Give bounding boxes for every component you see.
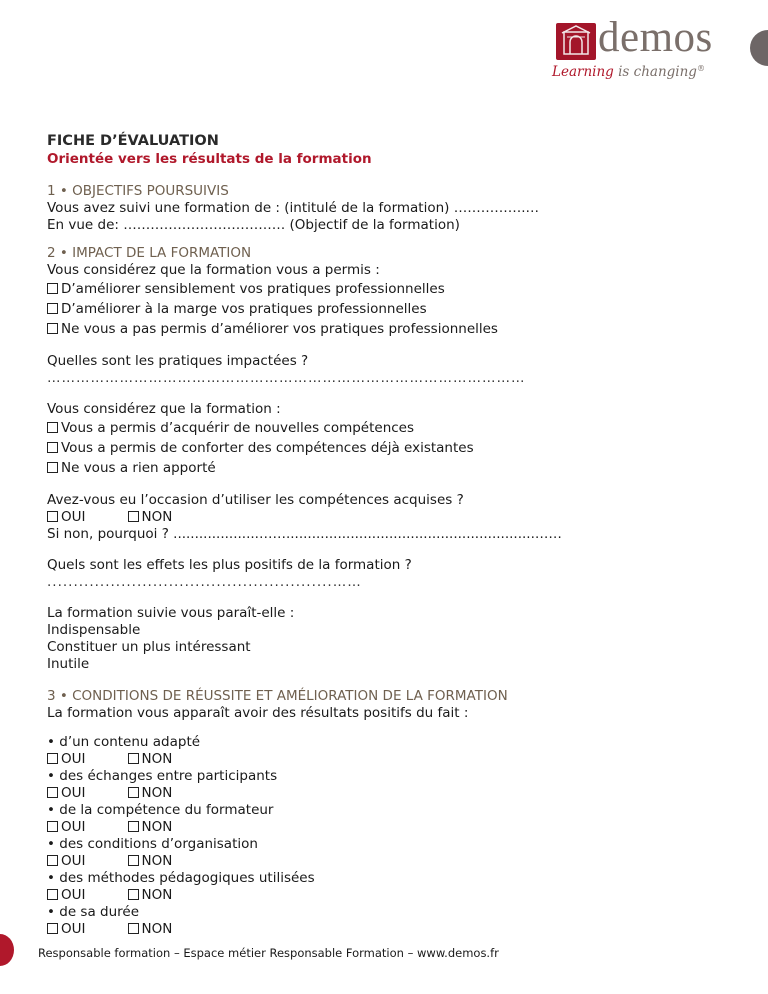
checkbox-option[interactable]: Vous a permis de conforter des compétences déjà existantes xyxy=(47,438,737,458)
checkbox[interactable] xyxy=(47,283,58,294)
yes-no-row: OUI NON xyxy=(47,853,737,870)
demos-logo xyxy=(552,14,736,90)
checkbox-yes[interactable] xyxy=(47,889,58,900)
logo-tagline: Learning is changing® xyxy=(552,64,705,80)
checkbox[interactable] xyxy=(47,303,58,314)
checkbox-option[interactable]: Vous a permis d’acquérir de nouvelles compétences xyxy=(47,418,737,438)
building-emblem-icon xyxy=(556,23,596,60)
list-item: Constituer un plus intéressant xyxy=(47,639,251,655)
logo-wordmark: demos xyxy=(598,14,713,61)
checkbox[interactable] xyxy=(47,422,58,433)
yes-no-row: OUI NON xyxy=(47,921,737,938)
checkbox-no[interactable] xyxy=(128,821,139,832)
decorative-half-disc-red xyxy=(0,934,14,966)
section-1-heading: 1 • OBJECTIFS POURSUIVIS xyxy=(47,183,229,199)
checkbox-yes[interactable] xyxy=(47,923,58,934)
why-not-field[interactable]: Si non, pourquoi ? ....................……..........................................................…… xyxy=(47,526,562,542)
section-3-intro: La formation vous apparaît avoir des résultats positifs du fait : xyxy=(47,705,469,721)
checkbox-yes[interactable] xyxy=(47,787,58,798)
list-item: Inutile xyxy=(47,656,90,672)
checkbox-no[interactable] xyxy=(128,511,139,522)
criterion-label: • de la compétence du formateur xyxy=(47,802,274,818)
checkbox-no[interactable] xyxy=(128,889,139,900)
answer-field[interactable]: ……………………………………………………………………………………… xyxy=(47,370,526,386)
question-label: Quelles sont les pratiques impactées ? xyxy=(47,353,309,369)
question-label: Vous considérez que la formation vous a permis : xyxy=(47,262,380,278)
page-title: FICHE D’ÉVALUATION xyxy=(47,133,219,149)
checkbox-no[interactable] xyxy=(128,855,139,866)
criterion-label: • de sa durée xyxy=(47,904,140,920)
question-label: Vous considérez que la formation : xyxy=(47,401,281,417)
checkbox-yes[interactable] xyxy=(47,753,58,764)
checkbox-no[interactable] xyxy=(128,753,139,764)
yes-no-row: OUI NON xyxy=(47,751,737,768)
checkbox-no[interactable] xyxy=(128,787,139,798)
yes-no-row: OUI NON xyxy=(47,819,737,836)
training-title-field[interactable]: Vous avez suivi une formation de : (intitulé de la formation) …………….… xyxy=(47,200,540,216)
checkbox-option[interactable]: Ne vous a rien apporté xyxy=(47,458,737,478)
yes-no-row: OUI NON xyxy=(47,887,737,904)
question-label: Avez-vous eu l’occasion d’utiliser les compétences acquises ? xyxy=(47,492,464,508)
section-3-heading: 3 • CONDITIONS DE RÉUSSITE ET AMÉLIORATION DE LA FORMATION xyxy=(47,688,508,704)
checkbox-option[interactable]: D’améliorer sensiblement vos pratiques professionnelles xyxy=(47,279,737,299)
page-subtitle: Orientée vers les résultats de la formation xyxy=(47,151,372,167)
training-objective-field[interactable]: En vue de: ……………………………… (Objectif de la formation) xyxy=(47,217,460,233)
criterion-label: • des échanges entre participants xyxy=(47,768,278,784)
question-label: Quels sont les effets les plus positifs de la formation ? xyxy=(47,557,412,573)
checkbox-no[interactable] xyxy=(128,923,139,934)
checkbox-yes[interactable] xyxy=(47,855,58,866)
checkbox[interactable] xyxy=(47,323,58,334)
evaluation-form xyxy=(47,132,737,938)
checkbox-yes[interactable] xyxy=(47,511,58,522)
checkbox-option[interactable]: Ne vous a pas permis d’améliorer vos pratiques professionnelles xyxy=(47,319,737,339)
page-footer: Responsable formation – Espace métier Responsable Formation – www.demos.fr xyxy=(38,946,499,960)
criterion-label: • d’un contenu adapté xyxy=(47,734,201,750)
criterion-label: • des méthodes pédagogiques utilisées xyxy=(47,870,315,886)
criterion-label: • des conditions d’organisation xyxy=(47,836,258,852)
answer-field[interactable]: ......................................................…… xyxy=(47,574,362,590)
checkbox[interactable] xyxy=(47,462,58,473)
question-label: La formation suivie vous paraît-elle : xyxy=(47,605,295,621)
checkbox-yes[interactable] xyxy=(47,821,58,832)
checkbox-option[interactable]: D’améliorer à la marge vos pratiques professionnelles xyxy=(47,299,737,319)
section-2-heading: 2 • IMPACT DE LA FORMATION xyxy=(47,245,252,261)
checkbox[interactable] xyxy=(47,442,58,453)
decorative-half-disc xyxy=(750,30,768,66)
yes-no-row: OUI NON xyxy=(47,785,737,802)
list-item: Indispensable xyxy=(47,622,141,638)
yes-no-row: OUI NON xyxy=(47,509,737,526)
